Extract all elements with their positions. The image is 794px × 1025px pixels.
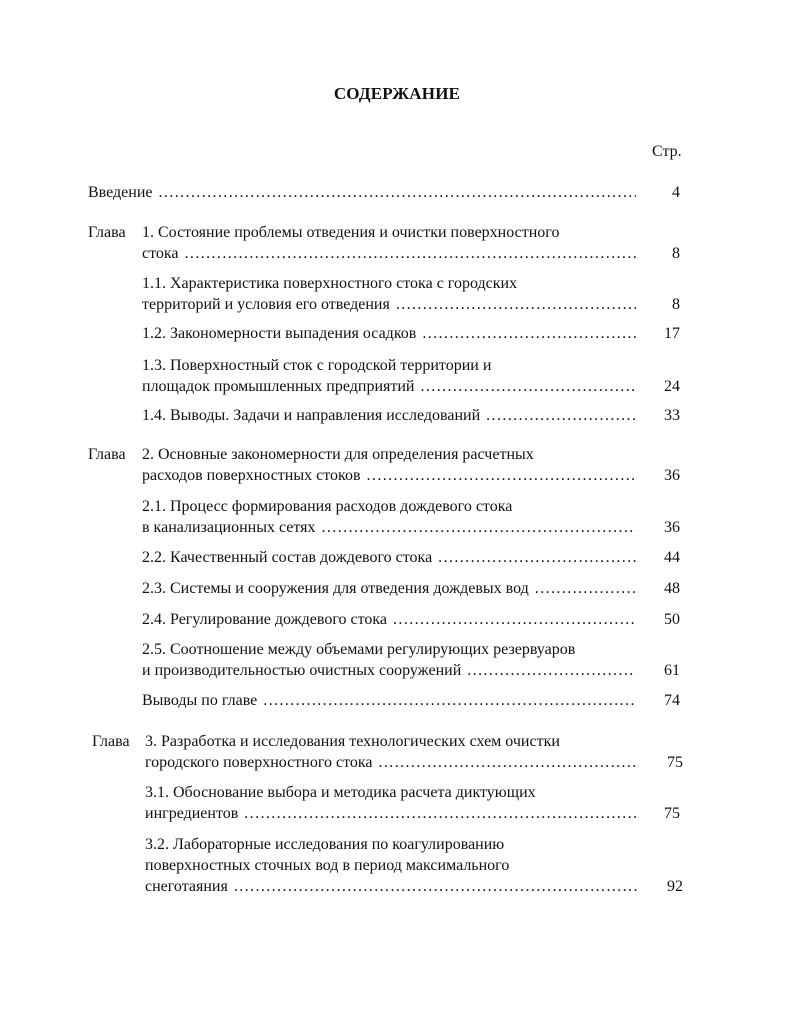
page-number: 8 (672, 296, 680, 313)
toc-entry: 1.4. Выводы. Задачи и направления исследований ..... 33 (142, 405, 636, 426)
toc-entry: 2.2. Качественный состав дождевого стока ..... 44 (142, 547, 636, 568)
toc-entry: 2.5. Соотношение между объемами регулирующих резервуаров и производительностью очистных сооружений ..... 61 (142, 639, 636, 681)
page-number: 24 (664, 378, 680, 395)
toc-line: Введение ..... (88, 182, 636, 203)
page-number: 75 (667, 754, 683, 771)
toc-entry: 1.1. Характеристика поверхностного стока с городских территорий и условия его отведения ..... 8 (142, 273, 636, 315)
toc-entry: 2.1. Процесс формирования расходов дождевого стока в канализационных сетях ..... 36 (142, 496, 636, 538)
chapter-label: Глава (88, 446, 126, 463)
toc-entry: 2.4. Регулирование дождевого стока ..... 50 (142, 609, 636, 630)
toc-entry: Выводы по главе ..... 74 (142, 690, 636, 711)
toc-entry: 1.3. Поверхностный сток с городской территории и площадок промышленных предприятий ..... 24 (142, 355, 636, 397)
toc-entry: 3.2. Лабораторные исследования по коагулированию поверхностных сточных вод в период максимального снеготаяния ..... 92 (145, 834, 639, 897)
toc-entry: Глава 1. Состояние проблемы отведения и очистки поверхностного стока ..... 8 (142, 222, 636, 264)
page-number: 4 (672, 184, 680, 201)
page-number: 92 (667, 878, 683, 895)
page-number: 33 (664, 407, 680, 424)
page-number: 44 (664, 549, 680, 566)
toc-entry: 2.3. Системы и сооружения для отведения дождевых вод ..... 48 (142, 578, 636, 599)
chapter-label: Глава (92, 733, 130, 750)
page-number: 50 (664, 611, 680, 628)
page-title: СОДЕРЖАНИЕ (333, 84, 461, 103)
toc-entry: Глава 2. Основные закономерности для определения расчетных расходов поверхностных стоков ..... 36 (142, 444, 636, 486)
page-number: 61 (664, 662, 680, 679)
toc-entry: Глава 3. Разработка и исследования технологических схем очистки городского поверхностного стока ..... 75 (145, 731, 639, 773)
toc-entry: 1.2. Закономерности выпадения осадков ..... 17 (142, 323, 636, 344)
page-number: 48 (664, 580, 680, 597)
toc-entry (88, 182, 680, 203)
toc-entry: 3.1. Обоснование выбора и методика расчета диктующих ингредиентов ..... 75 (145, 782, 636, 824)
page-number: 36 (664, 467, 680, 484)
page-number: 36 (664, 519, 680, 536)
page-column-header: Стр. (652, 143, 682, 160)
page-number: 17 (664, 325, 680, 342)
chapter-label: Глава (88, 224, 126, 241)
page-number: 74 (664, 692, 680, 709)
page-number: 75 (664, 805, 680, 822)
page-number: 8 (672, 245, 680, 262)
